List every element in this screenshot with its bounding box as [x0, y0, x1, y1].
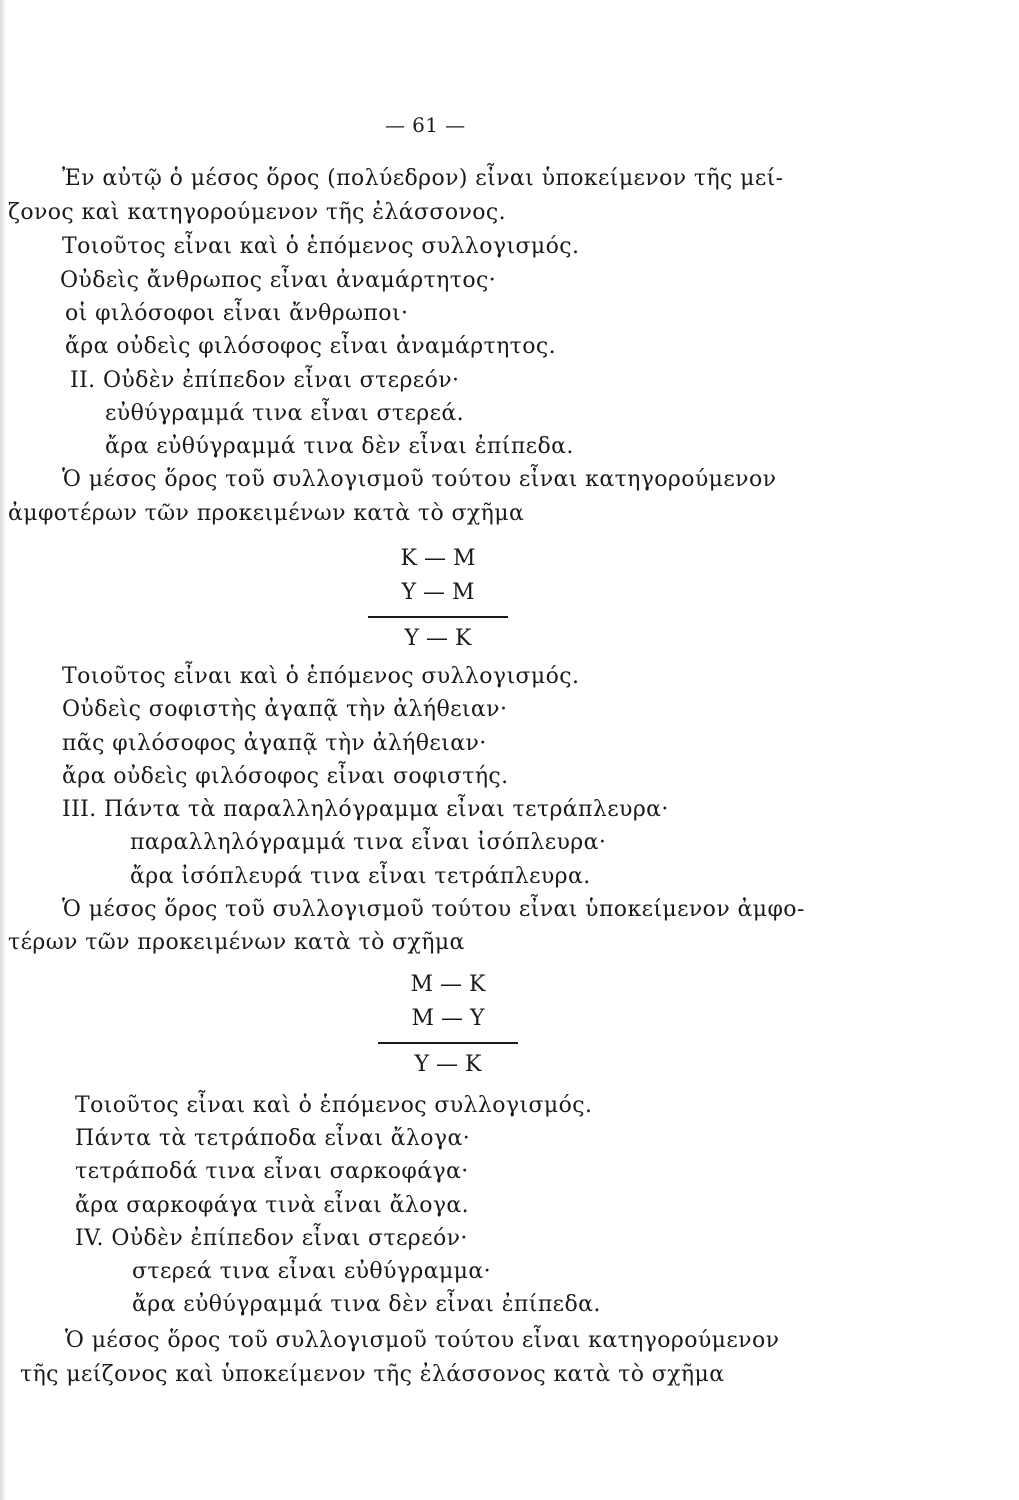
- text-line: ζονος καὶ κατηγορούμενον τῆς ἐλάσσονος.: [8, 200, 506, 225]
- schema-premise-major: Μ — Κ: [410, 972, 486, 997]
- schema-conclusion: Υ — Κ: [404, 626, 472, 651]
- text-line: ἄρα σαρκοφάγα τινὰ εἶναι ἄλογα.: [75, 1193, 470, 1218]
- text-line: II. Οὐδὲν ἐπίπεδον εἶναι στερεόν·: [70, 368, 460, 393]
- text-line: ἀμφοτέρων τῶν προκειμένων κατὰ τὸ σχῆμα: [8, 501, 525, 526]
- text-line: ἄρα ἰσόπλευρά τινα εἶναι τετράπλευρα.: [130, 864, 591, 889]
- text-line: Ὁ μέσος ὅρος τοῦ συλλογισμοῦ τούτου εἶναι ὑποκείμενον ἀμφο-: [62, 897, 805, 922]
- text-line: Ἐν αὐτῷ ὁ μέσος ὅρος (πολύεδρον) εἶναι ὑποκείμενον τῆς μεί-: [62, 166, 784, 191]
- text-line: παραλληλόγραμμά τινα εἶναι ἰσόπλευρα·: [130, 830, 607, 855]
- text-line: πᾶς φιλόσοφος ἀγαπᾷ τὴν ἀλήθειαν·: [62, 731, 487, 756]
- schema-divider: [368, 616, 508, 618]
- text-line: Τοιοῦτος εἶναι καὶ ὁ ἑπόμενος συλλογισμός.: [62, 234, 580, 259]
- text-line: στερεά τινα εἶναι εὐθύγραμμα·: [132, 1259, 492, 1284]
- text-line: Ὁ μέσος ὅρος τοῦ συλλογισμοῦ τούτου εἶναι κατηγορούμενον: [62, 467, 777, 492]
- text-line: οἱ φιλόσοφοι εἶναι ἄνθρωποι·: [65, 301, 409, 326]
- scan-edge: [0, 0, 6, 1500]
- text-line: Τοιοῦτος εἶναι καὶ ὁ ἑπόμενος συλλογισμός.: [62, 664, 580, 689]
- text-line: IV. Οὐδὲν ἐπίπεδον εἶναι στερεόν·: [75, 1226, 468, 1251]
- syllogism-schema-2: [378, 968, 518, 1082]
- schema-premise-minor: Υ — Μ: [401, 580, 475, 605]
- text-line: Τοιοῦτος εἶναι καὶ ὁ ἑπόμενος συλλογισμός.: [75, 1093, 593, 1118]
- text-line: ἄρα οὐδεὶς φιλόσοφος εἶναι ἀναμάρτητος.: [65, 334, 557, 359]
- text-line: Πάντα τὰ τετράποδα εἶναι ἄλογα·: [75, 1126, 471, 1151]
- schema-premise-major: Κ — Μ: [400, 546, 476, 571]
- text-line: ἄρα οὐδεὶς φιλόσοφος εἶναι σοφιστής.: [62, 764, 509, 789]
- page-number: — 61 —: [385, 113, 466, 137]
- text-line: τῆς μείζονος καὶ ὑποκείμενον τῆς ἐλάσσονος κατὰ τὸ σχῆμα: [20, 1362, 725, 1387]
- text-line: Ὁ μέσος ὅρος τοῦ συλλογισμοῦ τούτου εἶναι κατηγορούμενον: [65, 1328, 780, 1353]
- text-line: ἄρα εὐθύγραμμά τινα δὲν εἶναι ἐπίπεδα.: [105, 434, 574, 459]
- text-line: Οὐδεὶς ἄνθρωπος εἶναι ἀναμάρτητος·: [60, 268, 497, 293]
- schema-conclusion: Υ — Κ: [414, 1052, 482, 1077]
- text-line: τέρων τῶν προκειμένων κατὰ τὸ σχῆμα: [8, 930, 465, 955]
- syllogism-schema-1: [368, 542, 508, 656]
- text-line: τετράποδά τινα εἶναι σαρκοφάγα·: [75, 1159, 469, 1184]
- schema-premise-minor: Μ — Υ: [411, 1006, 485, 1031]
- text-line: ἄρα εὐθύγραμμά τινα δὲν εἶναι ἐπίπεδα.: [132, 1292, 601, 1317]
- text-line: εὐθύγραμμά τινα εἶναι στερεά.: [105, 401, 465, 426]
- text-line: Οὐδεὶς σοφιστὴς ἀγαπᾷ τὴν ἀλήθειαν·: [62, 697, 508, 722]
- text-line: III. Πάντα τὰ παραλληλόγραμμα εἶναι τετράπλευρα·: [62, 797, 669, 822]
- schema-divider: [378, 1042, 518, 1044]
